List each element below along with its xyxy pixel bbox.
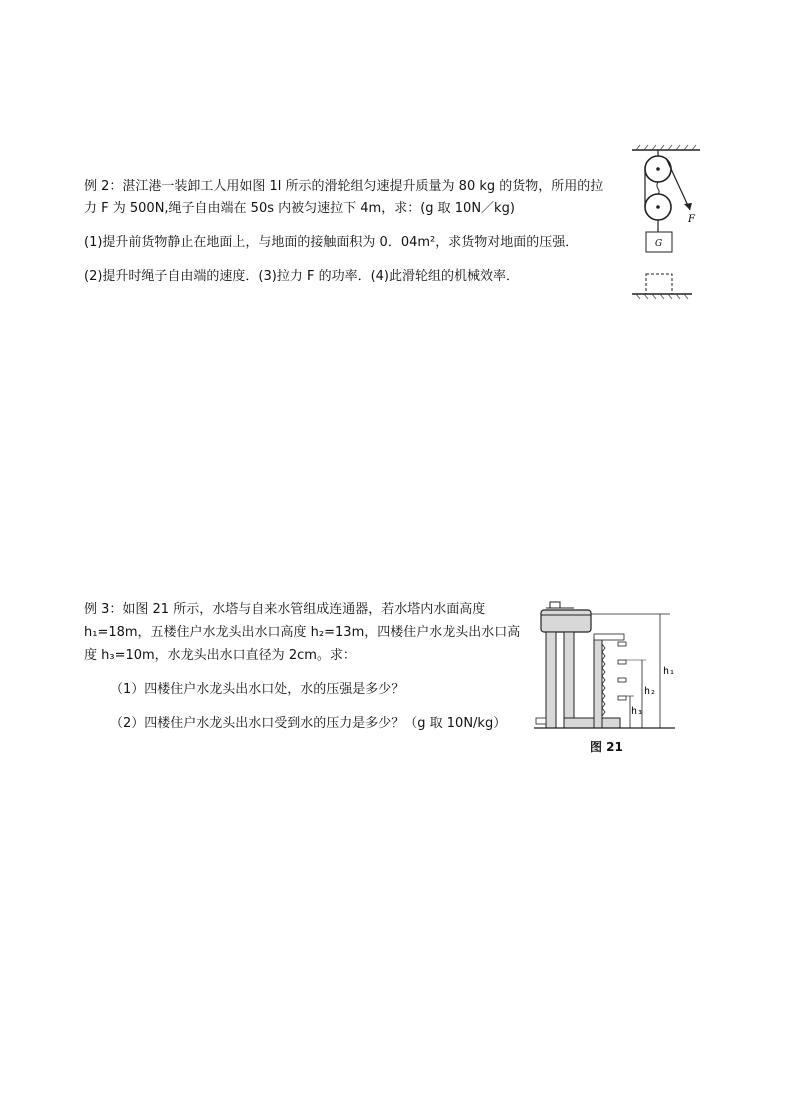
- example3-question1: （1）四楼住户水龙头出水口处，水的压强是多少？: [110, 682, 405, 697]
- pulley-figure: [626, 142, 706, 302]
- water-tower-figure: [530, 600, 680, 734]
- example2-line1: 例 2：湛江港一装卸工人用如图 1l 所示的滑轮组匀速提升质量为 80 kg 的货物，所用的拉: [84, 179, 604, 194]
- label-h3: h₃: [631, 706, 644, 717]
- example3-question2: （2）四楼住户水龙头出水口受到水的压力是多少？（g 取 10N/kg）: [110, 716, 507, 731]
- example3-line1: 例 3：如图 21 所示，水塔与自来水管组成连通器，若水塔内水面高度: [84, 602, 486, 617]
- label-h2: h₂: [644, 686, 657, 697]
- figure-21-caption: 图 21: [590, 740, 623, 754]
- label-h1: h₁: [663, 666, 676, 677]
- label-g: G: [655, 239, 663, 249]
- example2-line2: 力 F 为 500N,绳子自由端在 50s 内被匀速拉下 4m，求：(g 取 10N／kg): [84, 201, 515, 216]
- example2-question1: (1)提升前货物静止在地面上，与地面的接触面积为 0．04m²，求货物对地面的压强．: [84, 235, 579, 250]
- label-f: F: [688, 214, 695, 225]
- example3-line3: 度 h₃=10m，水龙头出水口直径为 2cm。求：: [84, 648, 356, 663]
- example3-line2: h₁=18m，五楼住户水龙头出水口高度 h₂=13m，四楼住户水龙头出水口高: [84, 625, 521, 640]
- example2-question2: (2)提升时绳子自由端的速度．(3)拉力 F 的功率．(4)此滑轮组的机械效率．: [84, 269, 519, 284]
